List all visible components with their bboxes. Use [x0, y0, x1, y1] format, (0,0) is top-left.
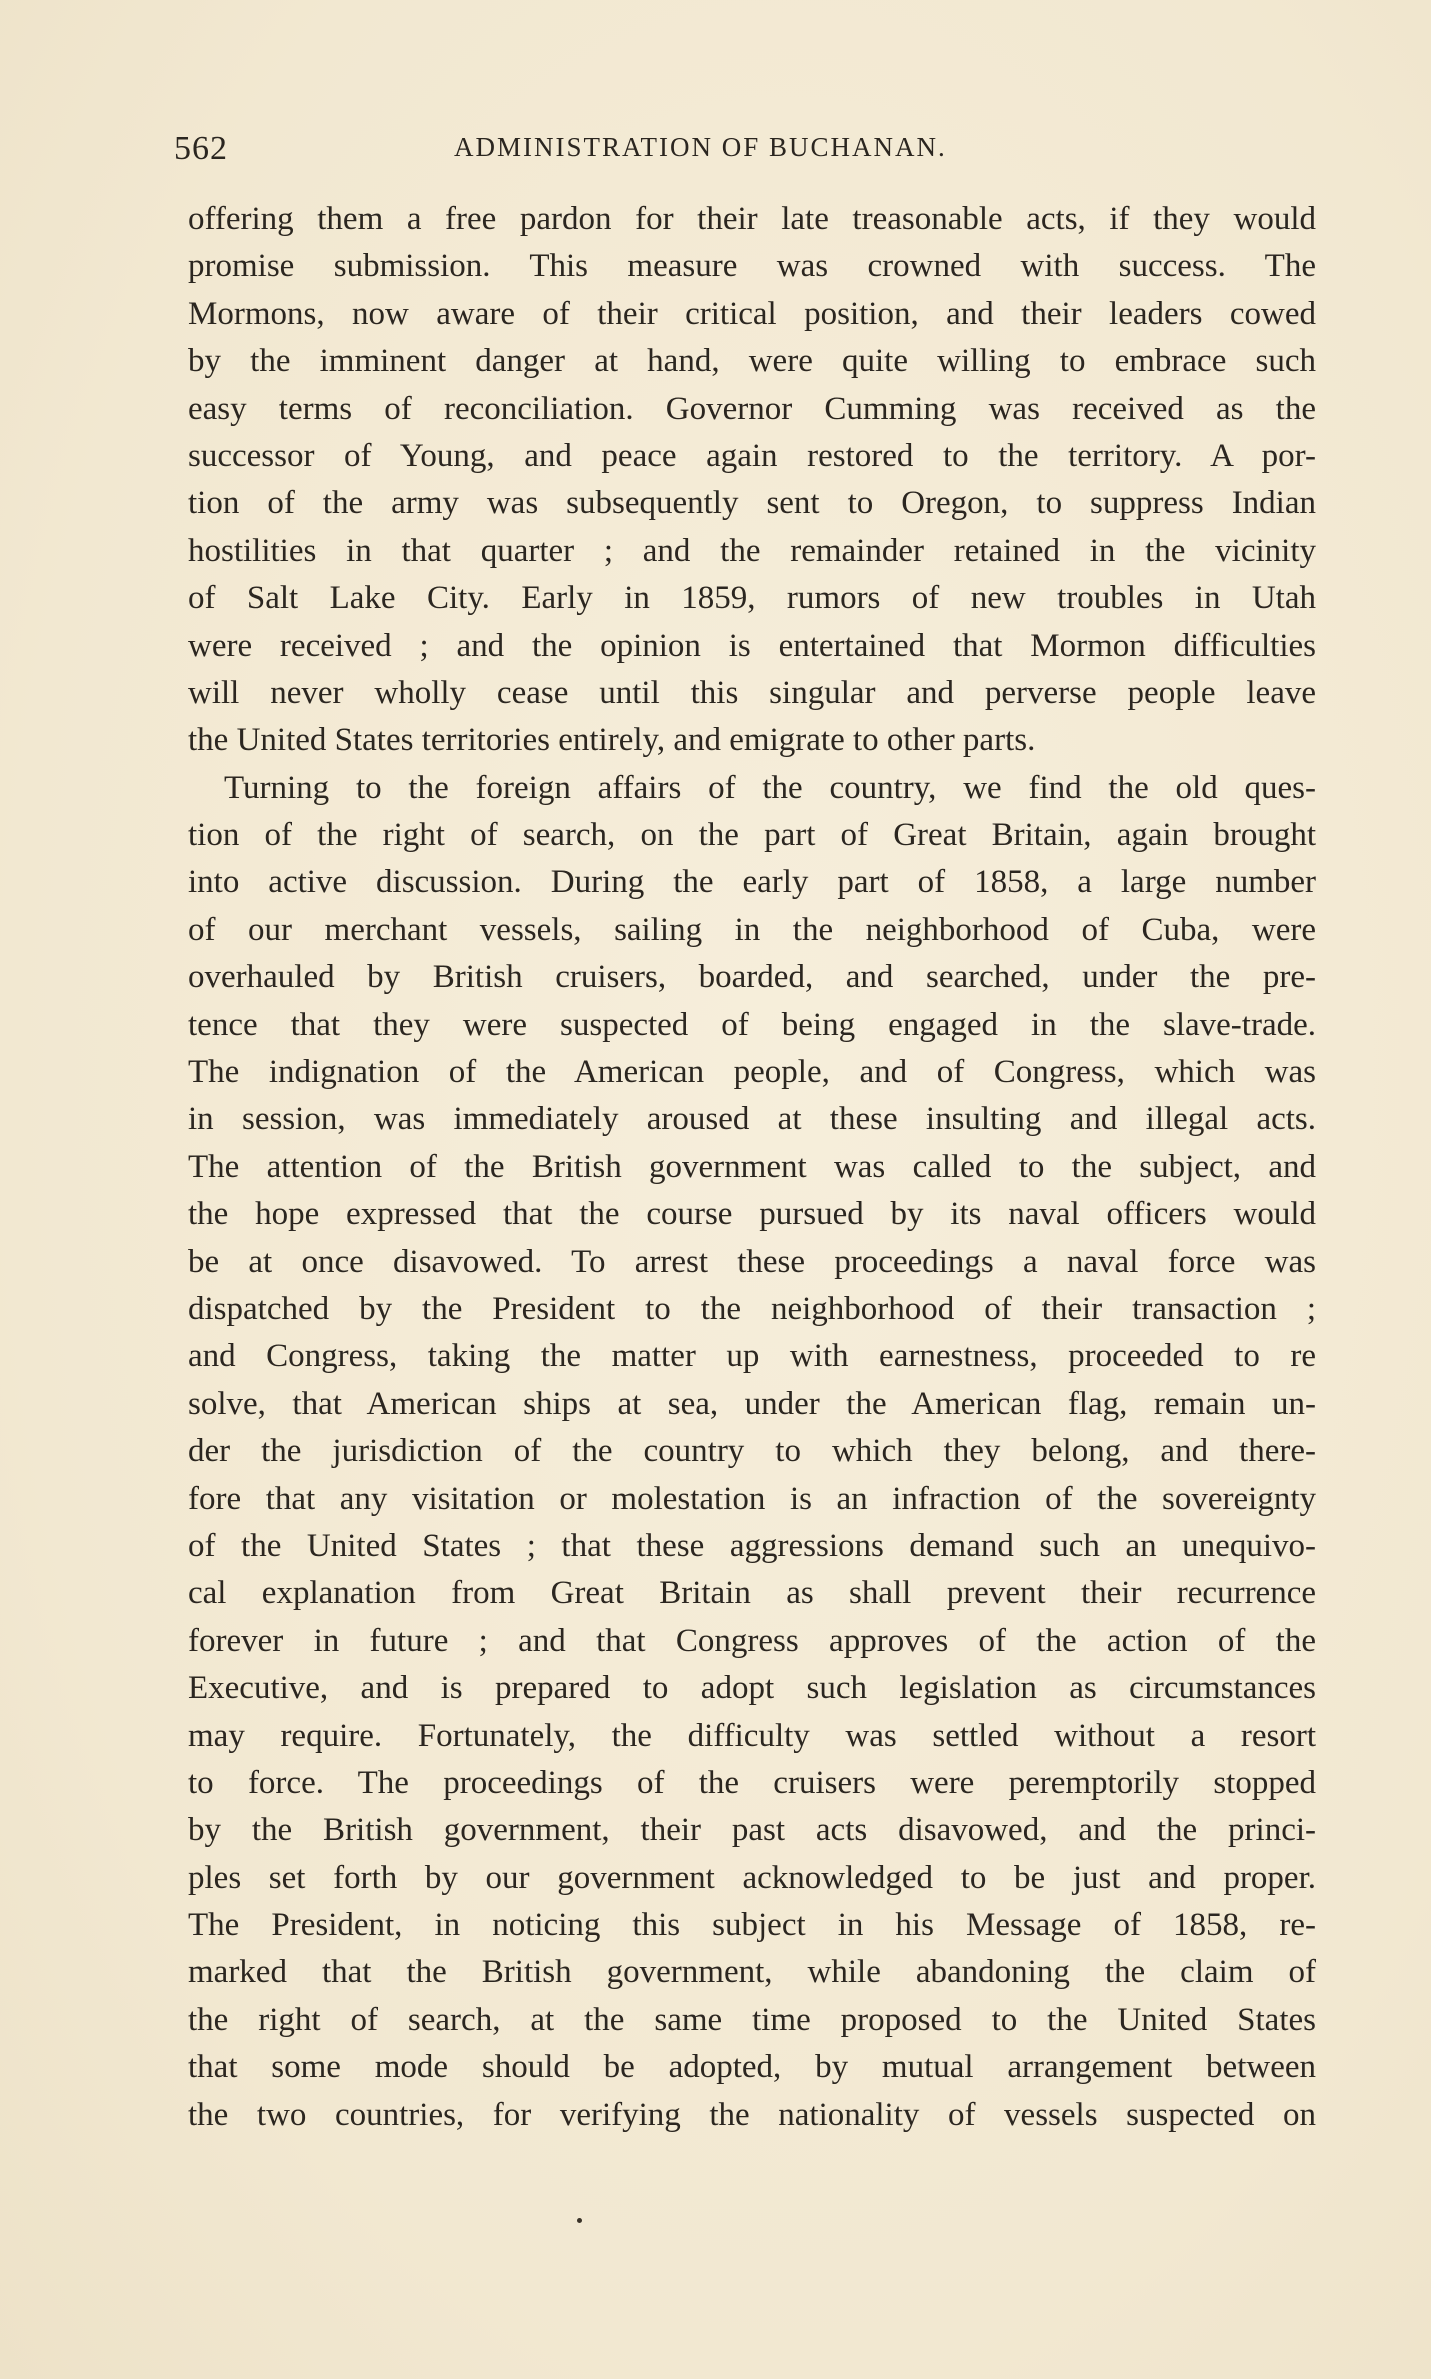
text-line: of Salt Lake City. Early in 1859, rumors of new troubles in Utah — [188, 580, 1316, 617]
text-line: The attention of the British government was called to the subject, and — [188, 1148, 1316, 1185]
body-text — [188, 196, 1316, 2139]
text-line: Executive, and is prepared to adopt such legislation as circumstances — [188, 1670, 1316, 1707]
text-line: and Congress, taking the matter up with earnestness, proceeded to re — [188, 1338, 1316, 1375]
running-head — [174, 130, 1317, 174]
text-line: that some mode should be adopted, by mutual arrangement between — [188, 2049, 1316, 2086]
running-head-title: ADMINISTRATION OF BUCHANAN. — [454, 132, 947, 162]
text-line: tion of the right of search, on the part of Great Britain, again brought — [188, 817, 1316, 854]
text-line: tence that they were suspected of being engaged in the slave-trade. — [188, 1006, 1316, 1043]
text-line: Turning to the foreign affairs of the country, we find the old ques- — [224, 769, 1316, 806]
text-line: marked that the British government, while abandoning the claim of — [188, 1954, 1316, 1991]
text-line: by the imminent danger at hand, were quite willing to embrace such — [188, 343, 1316, 380]
text-line: the right of search, at the same time proposed to the United States — [188, 2001, 1316, 2038]
page-number: 562 — [174, 130, 228, 167]
text-line: be at once disavowed. To arrest these proceedings a naval force was — [188, 1243, 1316, 1280]
text-line: solve, that American ships at sea, under the American flag, remain un- — [188, 1385, 1316, 1422]
text-line: of our merchant vessels, sailing in the neighborhood of Cuba, were — [188, 911, 1316, 948]
text-line: Mormons, now aware of their critical position, and their leaders cowed — [188, 295, 1316, 332]
text-line: promise submission. This measure was crowned with success. The — [188, 248, 1316, 285]
text-line: der the jurisdiction of the country to which they belong, and there- — [188, 1433, 1316, 1470]
text-line: tion of the army was subsequently sent to Oregon, to suppress Indian — [188, 485, 1316, 522]
text-line: were received ; and the opinion is entertained that Mormon difficulties — [188, 627, 1316, 664]
text-line: The President, in noticing this subject in his Message of 1858, re- — [188, 1907, 1316, 1944]
text-line: will never wholly cease until this singular and perverse people leave — [188, 674, 1316, 711]
text-line: in session, was immediately aroused at these insulting and illegal acts. — [188, 1101, 1316, 1138]
text-line: forever in future ; and that Congress approves of the action of the — [188, 1622, 1316, 1659]
text-line: the hope expressed that the course pursued by its naval officers would — [188, 1196, 1316, 1233]
text-line: offering them a free pardon for their late treasonable acts, if they would — [188, 201, 1316, 237]
text-line: by the British government, their past acts disavowed, and the princi- — [188, 1812, 1316, 1849]
text-line: of the United States ; that these aggressions demand such an unequivo- — [188, 1527, 1316, 1564]
text-line: cal explanation from Great Britain as shall prevent their recurrence — [188, 1575, 1316, 1612]
text-line: the two countries, for verifying the nationality of vessels suspected on — [188, 2096, 1316, 2133]
text-line: ples set forth by our government acknowledged to be just and proper. — [188, 1859, 1316, 1896]
text-line: to force. The proceedings of the cruisers were peremptorily stopped — [188, 1764, 1316, 1801]
ink-speck — [577, 2218, 582, 2223]
text-line: easy terms of reconciliation. Governor Cumming was received as the — [188, 390, 1316, 427]
text-line: hostilities in that quarter ; and the remainder retained in the vicinity — [188, 532, 1316, 569]
text-line: may require. Fortunately, the difficulty was settled without a resort — [188, 1717, 1316, 1754]
text-line: dispatched by the President to the neighborhood of their transaction ; — [188, 1290, 1316, 1327]
text-line: the United States territories entirely, and emigrate to other parts. — [188, 722, 1036, 759]
text-line: into active discussion. During the early part of 1858, a large number — [188, 864, 1316, 901]
text-line: fore that any visitation or molestation is an infraction of the sovereignty — [188, 1480, 1316, 1517]
text-line: The indignation of the American people, and of Congress, which was — [188, 1054, 1316, 1091]
text-line: successor of Young, and peace again restored to the territory. A por- — [188, 437, 1316, 474]
text-line: overhauled by British cruisers, boarded, and searched, under the pre- — [188, 959, 1316, 996]
